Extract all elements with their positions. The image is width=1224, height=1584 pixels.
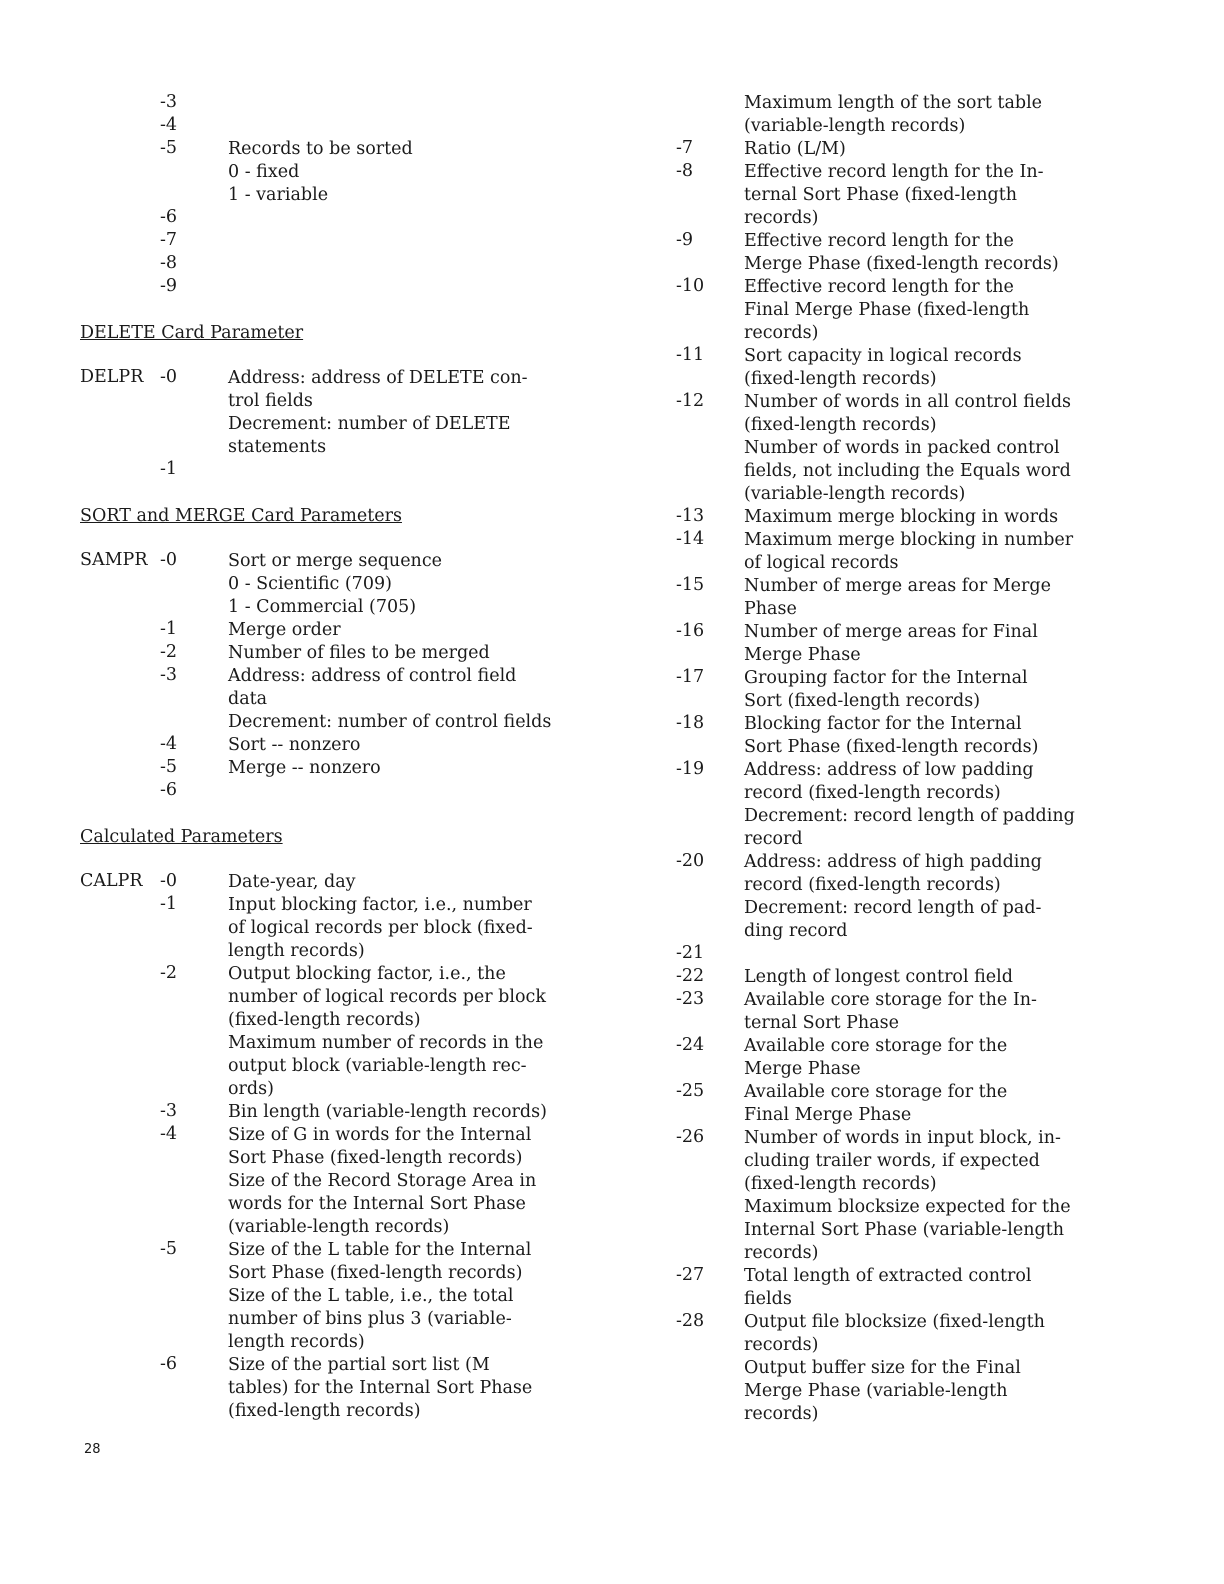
description-line: Number of words in all control fields xyxy=(744,392,1071,412)
description-line: of logical records per block (fixed- xyxy=(228,918,533,938)
parameter-index: -6 xyxy=(160,1354,178,1374)
parameter-description xyxy=(228,1101,600,1124)
parameter-index: -10 xyxy=(676,276,705,296)
description-line: words for the Internal Sort Phase xyxy=(228,1194,526,1214)
description-line: (fixed-length records) xyxy=(228,1010,421,1030)
parameter-entry xyxy=(80,871,600,894)
description-line: Size of the Record Storage Area in xyxy=(228,1171,537,1191)
description-line xyxy=(228,780,600,803)
parameter-index: -12 xyxy=(676,391,705,411)
parameter-description xyxy=(744,759,1096,851)
parameter-description xyxy=(744,345,1096,391)
description-line: ords) xyxy=(228,1079,274,1099)
parameter-index: -13 xyxy=(676,506,705,526)
parameter-index: -16 xyxy=(676,621,705,641)
parameter-description xyxy=(744,713,1096,759)
parameter-entry xyxy=(80,963,600,1101)
description-line: Date-year, day xyxy=(228,872,356,892)
parameter-description xyxy=(744,1035,1096,1081)
description-line: Number of merge areas for Final xyxy=(744,622,1038,642)
description-line: Size of G in words for the Internal xyxy=(228,1125,532,1145)
description-line: records) xyxy=(744,323,819,343)
parameter-index: -1 xyxy=(160,894,178,914)
parameter-index: -26 xyxy=(676,1127,705,1147)
description-line: Sort (fixed-length records) xyxy=(744,691,981,711)
description-line: Address: address of DELETE con- xyxy=(228,368,528,388)
parameter-description xyxy=(744,1127,1096,1265)
parameter-description xyxy=(744,230,1096,276)
description-line: (variable-length records) xyxy=(744,484,966,504)
section-heading: Calculated Parameters xyxy=(80,827,283,847)
parameter-description xyxy=(228,963,600,1101)
parameter-description xyxy=(744,1081,1096,1127)
parameter-description xyxy=(744,161,1096,230)
parameter-entry xyxy=(80,550,600,619)
parameter-index: -25 xyxy=(676,1081,705,1101)
description-line: 1 - Commercial (705) xyxy=(228,597,417,617)
parameter-entry xyxy=(80,367,600,459)
description-line: Merge -- nonzero xyxy=(228,758,381,778)
parameter-entry xyxy=(80,780,600,803)
parameter-entry xyxy=(80,1354,600,1423)
description-line: trol fields xyxy=(228,391,313,411)
parameter-entry xyxy=(80,207,600,230)
description-line: Decrement: number of control fields xyxy=(228,712,552,732)
description-line: number of bins plus 3 (variable- xyxy=(228,1309,512,1329)
description-line: records) xyxy=(744,1335,819,1355)
parameter-index: -5 xyxy=(160,138,178,158)
parameter-entry xyxy=(80,253,600,276)
parameter-entry xyxy=(676,345,1096,391)
description-line: Effective record length for the xyxy=(744,231,1014,251)
parameter-entry xyxy=(676,966,1096,989)
parameter-entry xyxy=(676,391,1096,506)
parameter-description xyxy=(228,550,600,619)
parameter-index: -2 xyxy=(160,963,178,983)
description-line: Ratio (L/M) xyxy=(744,139,846,159)
parameter-index: -4 xyxy=(160,734,178,754)
left-column xyxy=(80,92,600,1423)
parameter-entry xyxy=(676,1265,1096,1311)
parameter-entry xyxy=(80,230,600,253)
parameter-description xyxy=(228,642,600,665)
parameter-description xyxy=(744,575,1096,621)
parameter-description xyxy=(744,529,1096,575)
description-line: Merge Phase (fixed-length records) xyxy=(744,254,1059,274)
parameter-entry xyxy=(676,621,1096,667)
parameter-index: -24 xyxy=(676,1035,705,1055)
description-line: Bin length (variable-length records) xyxy=(228,1102,547,1122)
parameter-description xyxy=(228,780,600,803)
parameter-description xyxy=(228,276,600,299)
description-line: (variable-length records) xyxy=(744,116,966,136)
description-line: ternal Sort Phase xyxy=(744,1013,899,1033)
parameter-description xyxy=(228,757,600,780)
description-line: Output blocking factor, i.e., the xyxy=(228,964,506,984)
parameter-index: -1 xyxy=(160,619,178,639)
description-line xyxy=(228,230,600,253)
parameter-index: -7 xyxy=(160,230,178,250)
description-line: Size of the L table, i.e., the total xyxy=(228,1286,514,1306)
parameter-index: -6 xyxy=(160,207,178,227)
description-line: ternal Sort Phase (fixed-length xyxy=(744,185,1018,205)
parameter-index: -27 xyxy=(676,1265,705,1285)
description-line: Total length of extracted control xyxy=(744,1266,1032,1286)
parameter-description xyxy=(228,230,600,253)
page-number: 28 xyxy=(84,1442,101,1457)
parameter-description xyxy=(228,734,600,757)
parameter-label: DELPR xyxy=(80,367,144,387)
parameter-description xyxy=(228,665,600,734)
description-line: 0 - fixed xyxy=(228,162,300,182)
description-line: Maximum merge blocking in words xyxy=(744,507,1059,527)
description-line: record (fixed-length records) xyxy=(744,875,1001,895)
description-line: Available core storage for the xyxy=(744,1036,1008,1056)
description-line: tables) for the Internal Sort Phase xyxy=(228,1378,533,1398)
parameter-entry xyxy=(676,1127,1096,1265)
parameter-index: -0 xyxy=(160,550,178,570)
parameter-description xyxy=(228,1239,600,1354)
description-line: Size of the partial sort list (M xyxy=(228,1355,490,1375)
section-heading: DELETE Card Parameter xyxy=(80,323,304,343)
parameter-description xyxy=(744,138,1096,161)
parameter-index: -22 xyxy=(676,966,705,986)
description-line xyxy=(228,459,600,482)
parameter-index: -18 xyxy=(676,713,705,733)
parameter-entry xyxy=(676,1081,1096,1127)
description-line: records) xyxy=(744,1404,819,1424)
description-line: Effective record length for the In- xyxy=(744,162,1044,182)
parameter-entry xyxy=(676,506,1096,529)
parameter-description xyxy=(744,966,1096,989)
description-line: Output file blocksize (fixed-length xyxy=(744,1312,1045,1332)
parameter-index: -19 xyxy=(676,759,705,779)
description-line: Merge Phase xyxy=(744,645,861,665)
parameter-index: -4 xyxy=(160,1124,178,1144)
parameter-index: -5 xyxy=(160,1239,178,1259)
parameter-entry xyxy=(80,894,600,963)
parameter-description xyxy=(744,506,1096,529)
description-line: Maximum length of the sort table xyxy=(744,93,1043,113)
description-line: record (fixed-length records) xyxy=(744,783,1001,803)
description-line: Final Merge Phase (fixed-length xyxy=(744,300,1030,320)
description-line: Maximum number of records in the xyxy=(228,1033,544,1053)
parameter-description xyxy=(228,1124,600,1239)
parameter-description xyxy=(228,367,600,459)
parameter-entry xyxy=(676,276,1096,345)
parameter-description xyxy=(228,894,600,963)
parameter-entry xyxy=(676,667,1096,713)
description-line: Available core storage for the xyxy=(744,1082,1008,1102)
parameter-index: -3 xyxy=(160,665,178,685)
description-line: fields, not including the Equals word xyxy=(744,461,1071,481)
parameter-description xyxy=(228,115,600,138)
parameter-description xyxy=(744,1265,1096,1311)
parameter-index: -20 xyxy=(676,851,705,871)
description-line: Decrement: number of DELETE xyxy=(228,414,511,434)
parameter-entry xyxy=(80,642,600,665)
description-line: Merge Phase xyxy=(744,1059,861,1079)
parameter-entry xyxy=(676,851,1096,943)
description-line: Size of the L table for the Internal xyxy=(228,1240,532,1260)
parameter-description xyxy=(228,207,600,230)
description-line: Input blocking factor, i.e., number xyxy=(228,895,532,915)
description-line: data xyxy=(228,689,268,709)
parameter-description xyxy=(744,989,1096,1035)
description-line: Address: address of low padding xyxy=(744,760,1034,780)
description-line: Sort Phase (fixed-length records) xyxy=(744,737,1039,757)
description-line: statements xyxy=(228,437,327,457)
parameter-description xyxy=(228,459,600,482)
description-line: Decrement: record length of pad- xyxy=(744,898,1042,918)
description-line: Phase xyxy=(744,599,797,619)
description-line: 0 - Scientific (709) xyxy=(228,574,392,594)
parameter-entry xyxy=(676,161,1096,230)
description-line: Sort Phase (fixed-length records) xyxy=(228,1148,523,1168)
parameter-index: -4 xyxy=(160,115,178,135)
description-line xyxy=(228,207,600,230)
description-line: Sort -- nonzero xyxy=(228,735,361,755)
parameter-index: -1 xyxy=(160,459,178,479)
parameter-index: -2 xyxy=(160,642,178,662)
parameter-index: -3 xyxy=(160,92,178,112)
description-line: Length of longest control field xyxy=(744,967,1013,987)
parameter-entry xyxy=(80,276,600,299)
parameter-index: -9 xyxy=(160,276,178,296)
parameter-entry xyxy=(676,138,1096,161)
parameter-index: -9 xyxy=(676,230,694,250)
right-column xyxy=(676,92,1096,1426)
parameter-description xyxy=(744,92,1096,138)
description-line: Sort capacity in logical records xyxy=(744,346,1022,366)
description-line: Internal Sort Phase (variable-length xyxy=(744,1220,1065,1240)
description-line xyxy=(228,253,600,276)
parameter-entry xyxy=(676,575,1096,621)
parameter-index: -21 xyxy=(676,943,705,963)
description-line: (fixed-length records) xyxy=(744,415,937,435)
parameter-entry xyxy=(80,619,600,642)
description-line: Blocking factor for the Internal xyxy=(744,714,1022,734)
description-line xyxy=(228,115,600,138)
description-line: records) xyxy=(744,1243,819,1263)
parameter-description xyxy=(744,851,1096,943)
parameter-entry xyxy=(676,1311,1096,1426)
description-line: Address: address of control field xyxy=(228,666,517,686)
parameter-entry xyxy=(676,529,1096,575)
description-line: Address: address of high padding xyxy=(744,852,1042,872)
parameter-entry xyxy=(80,92,600,115)
parameter-label: CALPR xyxy=(80,871,143,891)
description-line xyxy=(228,276,600,299)
description-line: (fixed-length records) xyxy=(744,369,937,389)
description-line: number of logical records per block xyxy=(228,987,546,1007)
section-heading: SORT and MERGE Card Parameters xyxy=(80,506,402,526)
parameter-index: -6 xyxy=(160,780,178,800)
description-line: Number of words in packed control xyxy=(744,438,1060,458)
description-line: Maximum blocksize expected for the xyxy=(744,1197,1071,1217)
description-line: cluding trailer words, if expected xyxy=(744,1151,1040,1171)
description-line: Records to be sorted xyxy=(228,139,413,159)
description-line: fields xyxy=(744,1289,792,1309)
description-line: Decrement: record length of padding xyxy=(744,806,1075,826)
description-line: length records) xyxy=(228,941,365,961)
parameter-index: -0 xyxy=(160,871,178,891)
description-line: (fixed-length records) xyxy=(228,1401,421,1421)
parameter-description xyxy=(228,1354,600,1423)
parameter-description xyxy=(744,391,1096,506)
parameter-index: -8 xyxy=(160,253,178,273)
parameter-index: -8 xyxy=(676,161,694,181)
parameter-description xyxy=(228,92,600,115)
description-line: Merge Phase (variable-length xyxy=(744,1381,1008,1401)
parameter-index: -7 xyxy=(676,138,694,158)
parameter-description xyxy=(744,1311,1096,1426)
parameter-entry xyxy=(80,1124,600,1239)
description-line xyxy=(744,943,1096,966)
parameter-entry xyxy=(80,665,600,734)
parameter-entry xyxy=(676,1035,1096,1081)
parameter-description xyxy=(744,276,1096,345)
description-line: ding record xyxy=(744,921,848,941)
parameter-description xyxy=(744,667,1096,713)
parameter-description xyxy=(744,943,1096,966)
parameter-entry xyxy=(676,230,1096,276)
parameter-index: -3 xyxy=(160,1101,178,1121)
description-line: record xyxy=(744,829,803,849)
description-line: records) xyxy=(744,208,819,228)
description-line: Final Merge Phase xyxy=(744,1105,912,1125)
parameter-entry xyxy=(80,734,600,757)
description-line: Grouping factor for the Internal xyxy=(744,668,1028,688)
parameter-index: -11 xyxy=(676,345,705,365)
parameter-entry xyxy=(676,759,1096,851)
parameter-entry xyxy=(676,92,1096,138)
parameter-index: -5 xyxy=(160,757,178,777)
parameter-label: SAMPR xyxy=(80,550,148,570)
description-line: of logical records xyxy=(744,553,899,573)
parameter-description xyxy=(228,871,600,894)
parameter-entry xyxy=(676,989,1096,1035)
description-line: Maximum merge blocking in number xyxy=(744,530,1074,550)
parameter-index: -17 xyxy=(676,667,705,687)
parameter-entry xyxy=(80,1101,600,1124)
description-line: Output buffer size for the Final xyxy=(744,1358,1021,1378)
description-line: (fixed-length records) xyxy=(744,1174,937,1194)
parameter-entry xyxy=(676,943,1096,966)
parameter-description xyxy=(228,619,600,642)
parameter-entry xyxy=(80,138,600,207)
parameter-index: -15 xyxy=(676,575,705,595)
parameter-entry xyxy=(80,115,600,138)
description-line: Number of merge areas for Merge xyxy=(744,576,1051,596)
parameter-description xyxy=(228,138,600,207)
parameter-index: -28 xyxy=(676,1311,705,1331)
description-line: (variable-length records) xyxy=(228,1217,450,1237)
description-line: Sort Phase (fixed-length records) xyxy=(228,1263,523,1283)
parameter-index: -0 xyxy=(160,367,178,387)
parameter-description xyxy=(228,253,600,276)
description-line: output block (variable-length rec- xyxy=(228,1056,527,1076)
parameter-entry xyxy=(676,713,1096,759)
description-line: Effective record length for the xyxy=(744,277,1014,297)
description-line: length records) xyxy=(228,1332,365,1352)
parameter-index: -14 xyxy=(676,529,705,549)
parameter-entry xyxy=(80,757,600,780)
description-line: Number of files to be merged xyxy=(228,643,490,663)
parameter-index: -23 xyxy=(676,989,705,1009)
parameter-entry xyxy=(80,1239,600,1354)
parameter-description xyxy=(744,621,1096,667)
description-line: Available core storage for the In- xyxy=(744,990,1037,1010)
parameter-entry xyxy=(80,459,600,482)
description-line: 1 - variable xyxy=(228,185,329,205)
description-line: Merge order xyxy=(228,620,341,640)
description-line: Number of words in input block, in- xyxy=(744,1128,1061,1148)
description-line: Sort or merge sequence xyxy=(228,551,442,571)
description-line xyxy=(228,92,600,115)
